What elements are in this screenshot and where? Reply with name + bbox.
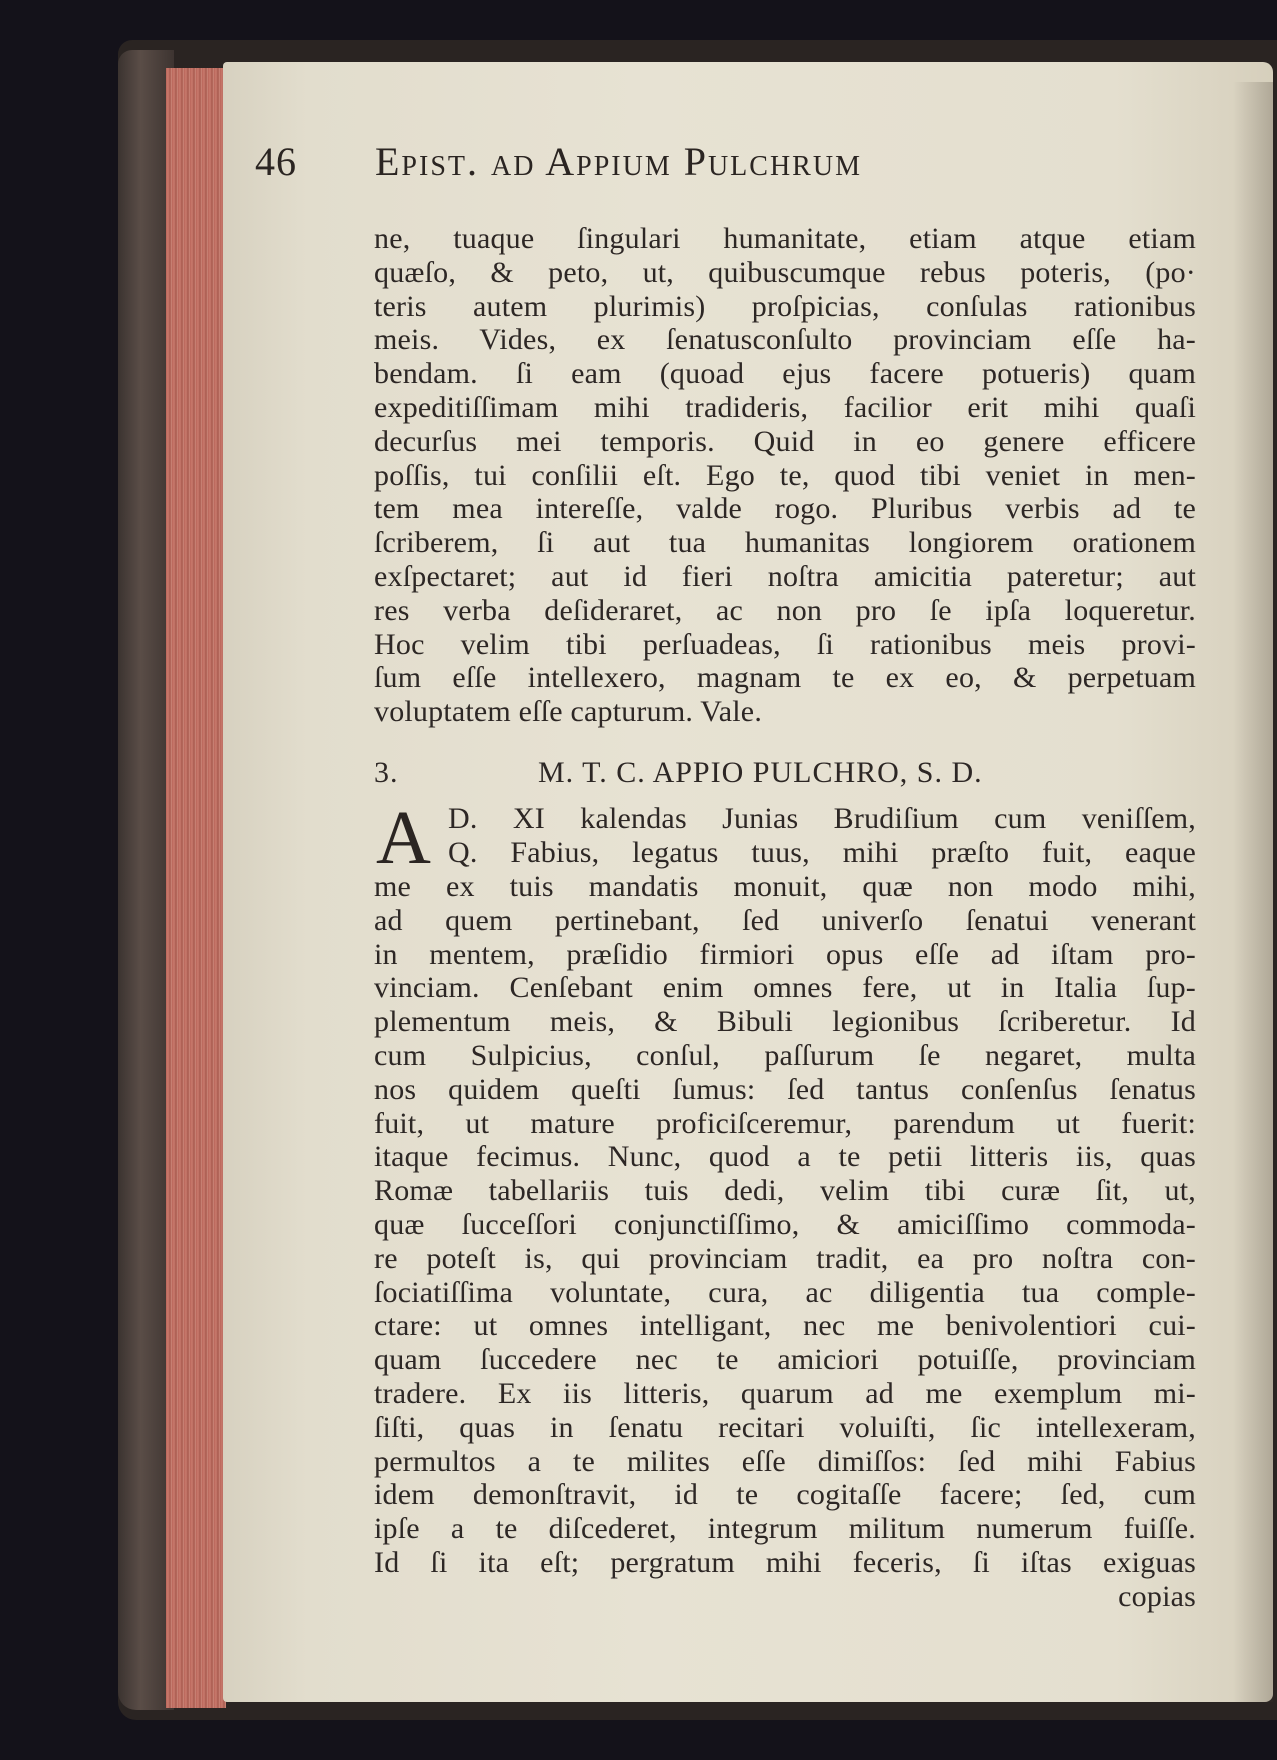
continuation-text xyxy=(374,222,1196,729)
drop-cap: A xyxy=(376,796,431,880)
text-line: permultos a te milites eſſe dimiſſos: ſed mihi Fabius xyxy=(374,1444,1196,1478)
text-line: ctare: ut omnes intelligant, nec me benivolentiori cui- xyxy=(374,1309,1196,1343)
epistle-opening xyxy=(374,802,1196,870)
text-line: nos quidem queſti ſumus: ſed tantus conſenſus ſenatus xyxy=(374,1072,1196,1106)
text-line: tradere. Ex iis litteris, quarum ad me exemplum mi- xyxy=(374,1376,1196,1410)
text-line: ipſe a te diſcederet, integrum militum numerum fuiſſe. xyxy=(374,1512,1196,1546)
text-line: cum Sulpicius, conſul, paſſurum ſe negaret, multa xyxy=(374,1038,1196,1072)
epistle-number: 3. xyxy=(374,756,399,789)
text-line: ſum eſſe intellexero, magnam te ex eo, & perpetuam xyxy=(374,661,1196,695)
text-line: D. XI kalendas Junias Brudiſium cum veniſſem, xyxy=(448,802,1196,835)
text-line: ad quem pertinebant, ſed univerſo ſenatui venerant xyxy=(374,903,1196,937)
text-line: voluptatem eſſe capturum. Vale. xyxy=(374,695,763,729)
text-line: quæſo, & peto, ut, quibuscumque rebus poteris, (po· xyxy=(374,255,1196,289)
text-line: decurſus mei temporis. Quid in eo genere efficere xyxy=(374,424,1196,458)
text-line: quæ ſucceſſori conjunctiſſimo, & amiciſſimo commoda- xyxy=(374,1207,1196,1241)
text-line: tem mea intereſſe, valde rogo. Pluribus verbis ad te xyxy=(374,492,1196,526)
epistle-heading xyxy=(374,756,1074,792)
text-line: meis. Vides, ex ſenatusconſulto provinciam eſſe ha- xyxy=(374,323,1196,357)
text-line: ſiſti, quas in ſenatu recitari voluiſti, ſic intellexeram, xyxy=(374,1410,1196,1444)
text-line: expeditiſſimam mihi tradideris, facilior erit mihi quaſi xyxy=(374,390,1196,424)
epistle-body xyxy=(374,870,1196,1614)
text-line: ſociatiſſima voluntate, cura, ac diligentia tua comple- xyxy=(374,1275,1196,1309)
text-line: quam ſuccedere nec te amiciori potuiſſe, provinciam xyxy=(374,1343,1196,1377)
page-header xyxy=(255,138,1085,198)
text-line: Hoc velim tibi perſuadeas, ſi rationibus meis provi- xyxy=(374,627,1196,661)
text-line: in mentem, præſidio firmiori opus eſſe ad iſtam pro- xyxy=(374,937,1196,971)
text-line: res verba deſideraret, ac non pro ſe ipſa loqueretur. xyxy=(374,593,1196,627)
text-line: Romæ tabellariis tuis dedi, velim tibi curæ ſit, ut, xyxy=(374,1174,1196,1208)
text-line: ſcriberem, ſi aut tua humanitas longiorem orationem xyxy=(374,526,1196,560)
epistle-salutation: M. T. C. APPIO PULCHRO, S. D. xyxy=(538,756,983,789)
text-line: idem demonſtravit, id te cogitaſſe facere; ſed, cum xyxy=(374,1478,1196,1512)
text-line: exſpectaret; aut id fieri noſtra amicitia pateretur; aut xyxy=(374,559,1196,593)
page-edges xyxy=(166,68,226,1708)
text-line: vinciam. Cenſebant enim omnes fere, ut in Italia ſup- xyxy=(374,971,1196,1005)
page-gutter-shadow xyxy=(1233,82,1273,1702)
text-line: fuit, ut mature proficiſceremur, parendum ut fuerit: xyxy=(374,1106,1196,1140)
text-line: Id ſi ita eſt; pergratum mihi feceris, ſi iſtas exiguas xyxy=(374,1545,1196,1579)
text-line: Q. Fabius, legatus tuus, mihi præſto fuit, eaque xyxy=(448,835,1196,869)
text-line: poſſis, tui conſilii eſt. Ego te, quod tibi veniet in men- xyxy=(374,458,1196,492)
text-line: ne, tuaque ſingulari humanitate, etiam atque etiam xyxy=(374,222,1196,255)
text-line: plementum meis, & Bibuli legionibus ſcriberetur. Id xyxy=(374,1005,1196,1039)
page-number: 46 xyxy=(255,139,297,184)
running-title: Epist. ad Appium Pulchrum xyxy=(375,139,862,184)
text-line: me ex tuis mandatis monuit, quæ non modo mihi, xyxy=(374,870,1196,903)
text-line: re poteſt is, qui provinciam tradit, ea pro noſtra con- xyxy=(374,1241,1196,1275)
text-line: itaque fecimus. Nunc, quod a te petii litteris iis, quas xyxy=(374,1140,1196,1174)
text-line: bendam. ſi eam (quoad ejus facere potueris) quam xyxy=(374,357,1196,391)
text-line: teris autem plurimis) proſpicias, conſulas rationibus xyxy=(374,289,1196,323)
catchword: copias xyxy=(1118,1579,1196,1613)
